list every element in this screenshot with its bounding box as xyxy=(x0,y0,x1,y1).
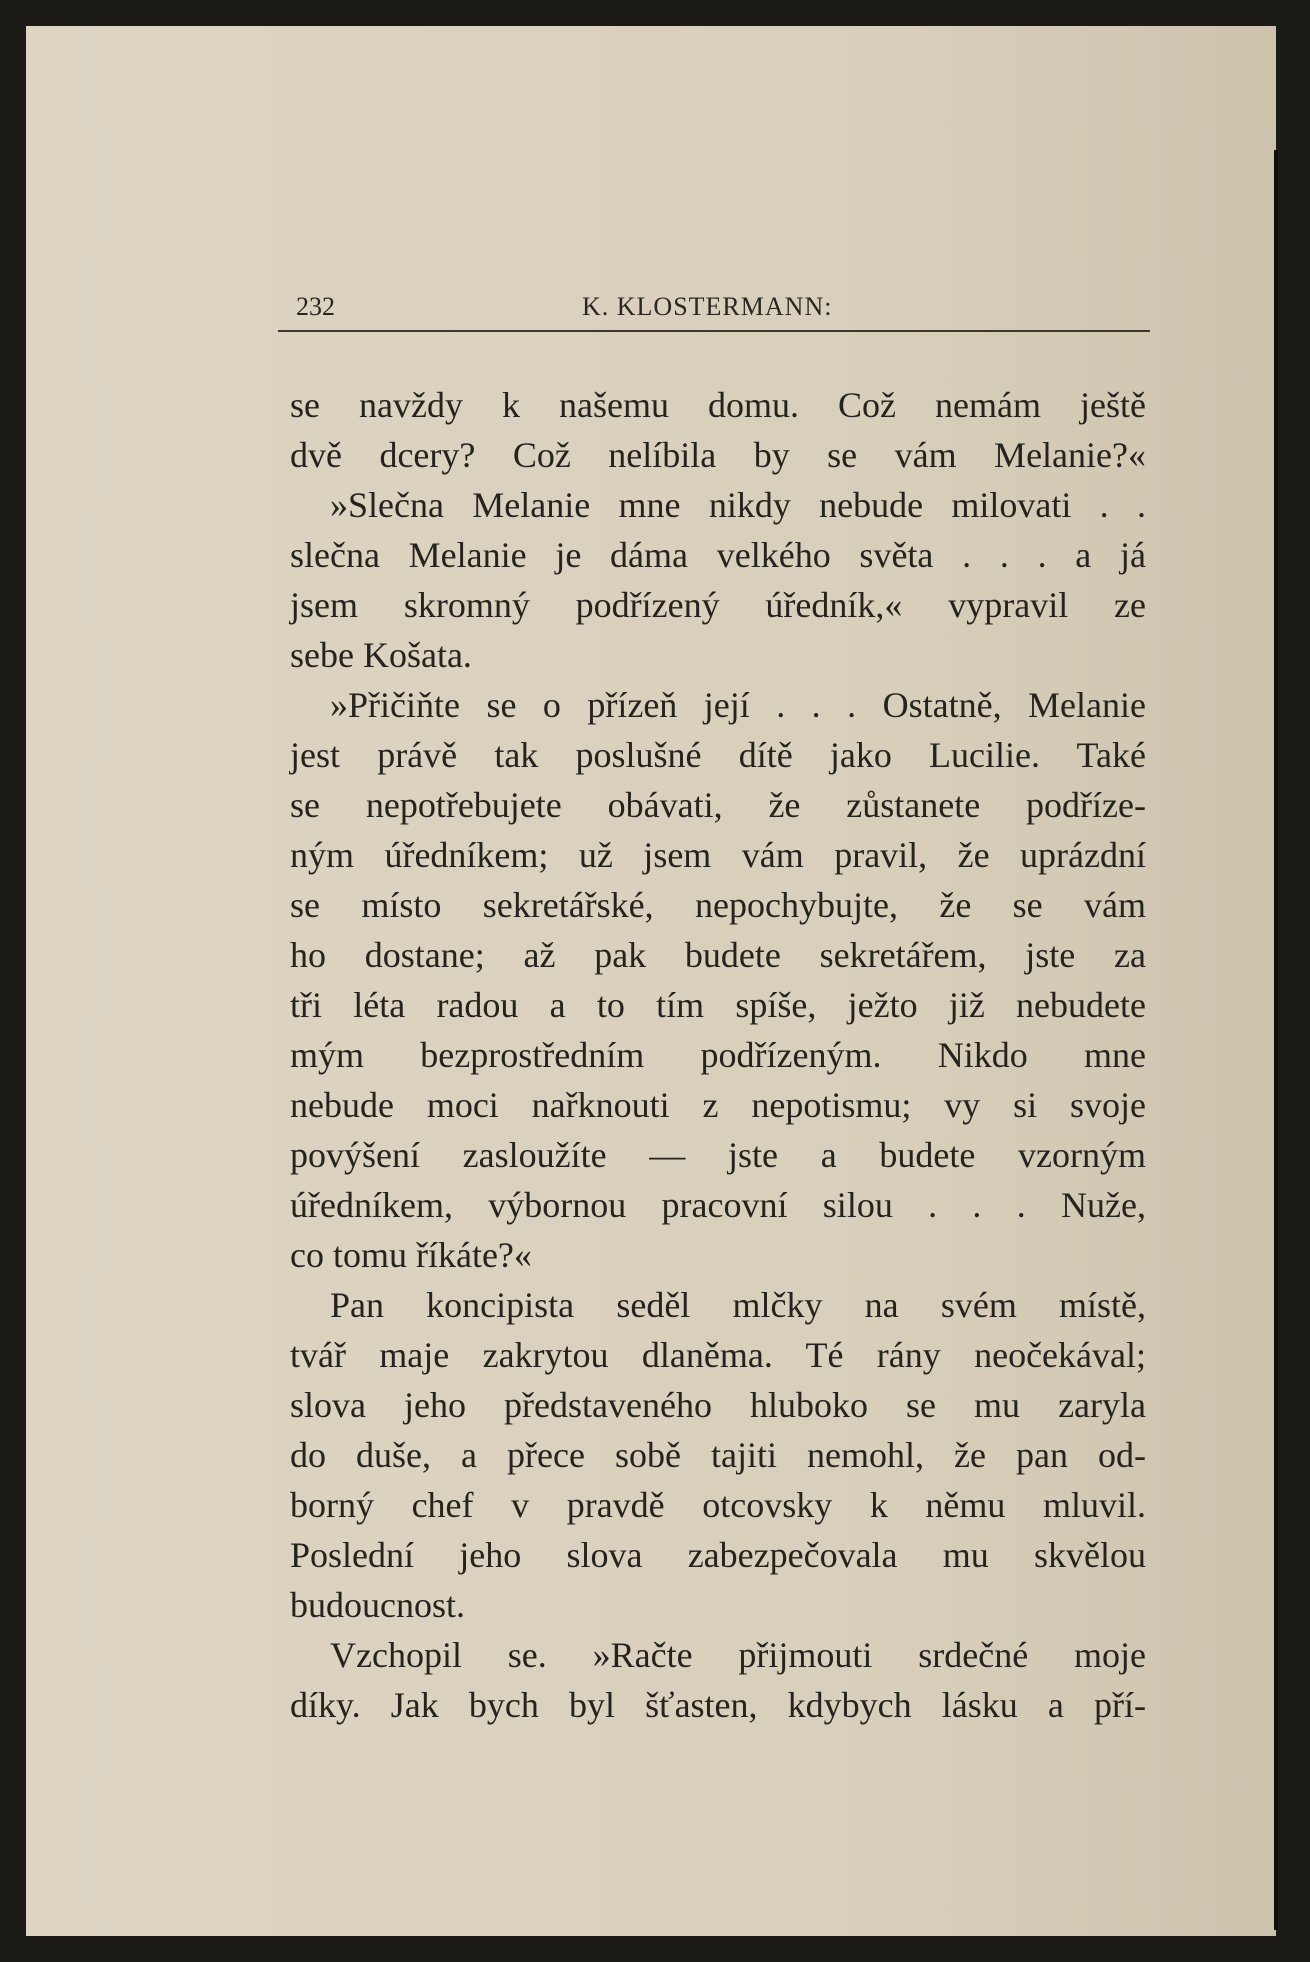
text-line: do duše, a přece sobě tajiti nemohl, že pan od- xyxy=(290,1435,1146,1475)
text-line: se navždy k našemu domu. Což nemám ještě xyxy=(290,385,1146,425)
text-line: sebe Košata. xyxy=(290,635,472,675)
page-number: 232 xyxy=(296,292,335,321)
text-line: co tomu říkáte?« xyxy=(290,1235,532,1275)
page-gutter-shadow xyxy=(1274,150,1278,1930)
text-line: borný chef v pravdě otcovsky k němu mluvil. xyxy=(290,1485,1146,1525)
text-line: »Přičiňte se o přízeň její . . . Ostatně, Melanie xyxy=(330,685,1146,725)
text-line: slova jeho představeného hluboko se mu zaryla xyxy=(290,1385,1146,1425)
text-line: budoucnost. xyxy=(290,1585,465,1625)
text-line: tvář maje zakrytou dlaněma. Té rány neočekával; xyxy=(290,1335,1146,1375)
body-text xyxy=(290,380,1146,1730)
text-line: se nepotřebujete obávati, že zůstanete podříze- xyxy=(290,785,1146,825)
text-line: povýšení zasloužíte — jste a budete vzorným xyxy=(290,1135,1146,1175)
text-line: jsem skromný podřízený úředník,« vypravil ze xyxy=(290,585,1146,625)
text-line: ným úředníkem; už jsem vám pravil, že uprázdní xyxy=(290,835,1146,875)
text-line: se místo sekretářské, nepochybujte, že se vám xyxy=(290,885,1146,925)
text-line: Vzchopil se. »Račte přijmouti srdečné moje xyxy=(330,1635,1146,1675)
text-line: mým bezprostředním podřízeným. Nikdo mne xyxy=(290,1035,1146,1075)
text-line: nebude moci nařknouti z nepotismu; vy si svoje xyxy=(290,1085,1146,1125)
text-line: úředníkem, výbornou pracovní silou . . . Nuže, xyxy=(290,1185,1146,1225)
text-line: tři léta radou a to tím spíše, ježto již nebudete xyxy=(290,985,1146,1025)
running-head: K. KLOSTERMANN: xyxy=(582,292,833,321)
text-line: Poslední jeho slova zabezpečovala mu skvělou xyxy=(290,1535,1146,1575)
header-rule xyxy=(278,330,1150,332)
text-line: slečna Melanie je dáma velkého světa . . . a já xyxy=(290,535,1146,575)
text-line: »Slečna Melanie mne nikdy nebude milovati . . xyxy=(330,485,1146,525)
page-header xyxy=(296,292,1148,322)
text-line: Pan koncipista seděl mlčky na svém místě, xyxy=(330,1285,1146,1325)
text-line: jest právě tak poslušné dítě jako Lucilie. Také xyxy=(290,735,1146,775)
text-line: ho dostane; až pak budete sekretářem, jste za xyxy=(290,935,1146,975)
text-line: dvě dcery? Což nelíbila by se vám Melanie?« xyxy=(290,435,1146,475)
text-line: díky. Jak bych byl šťasten, kdybych lásku a pří- xyxy=(290,1685,1146,1725)
